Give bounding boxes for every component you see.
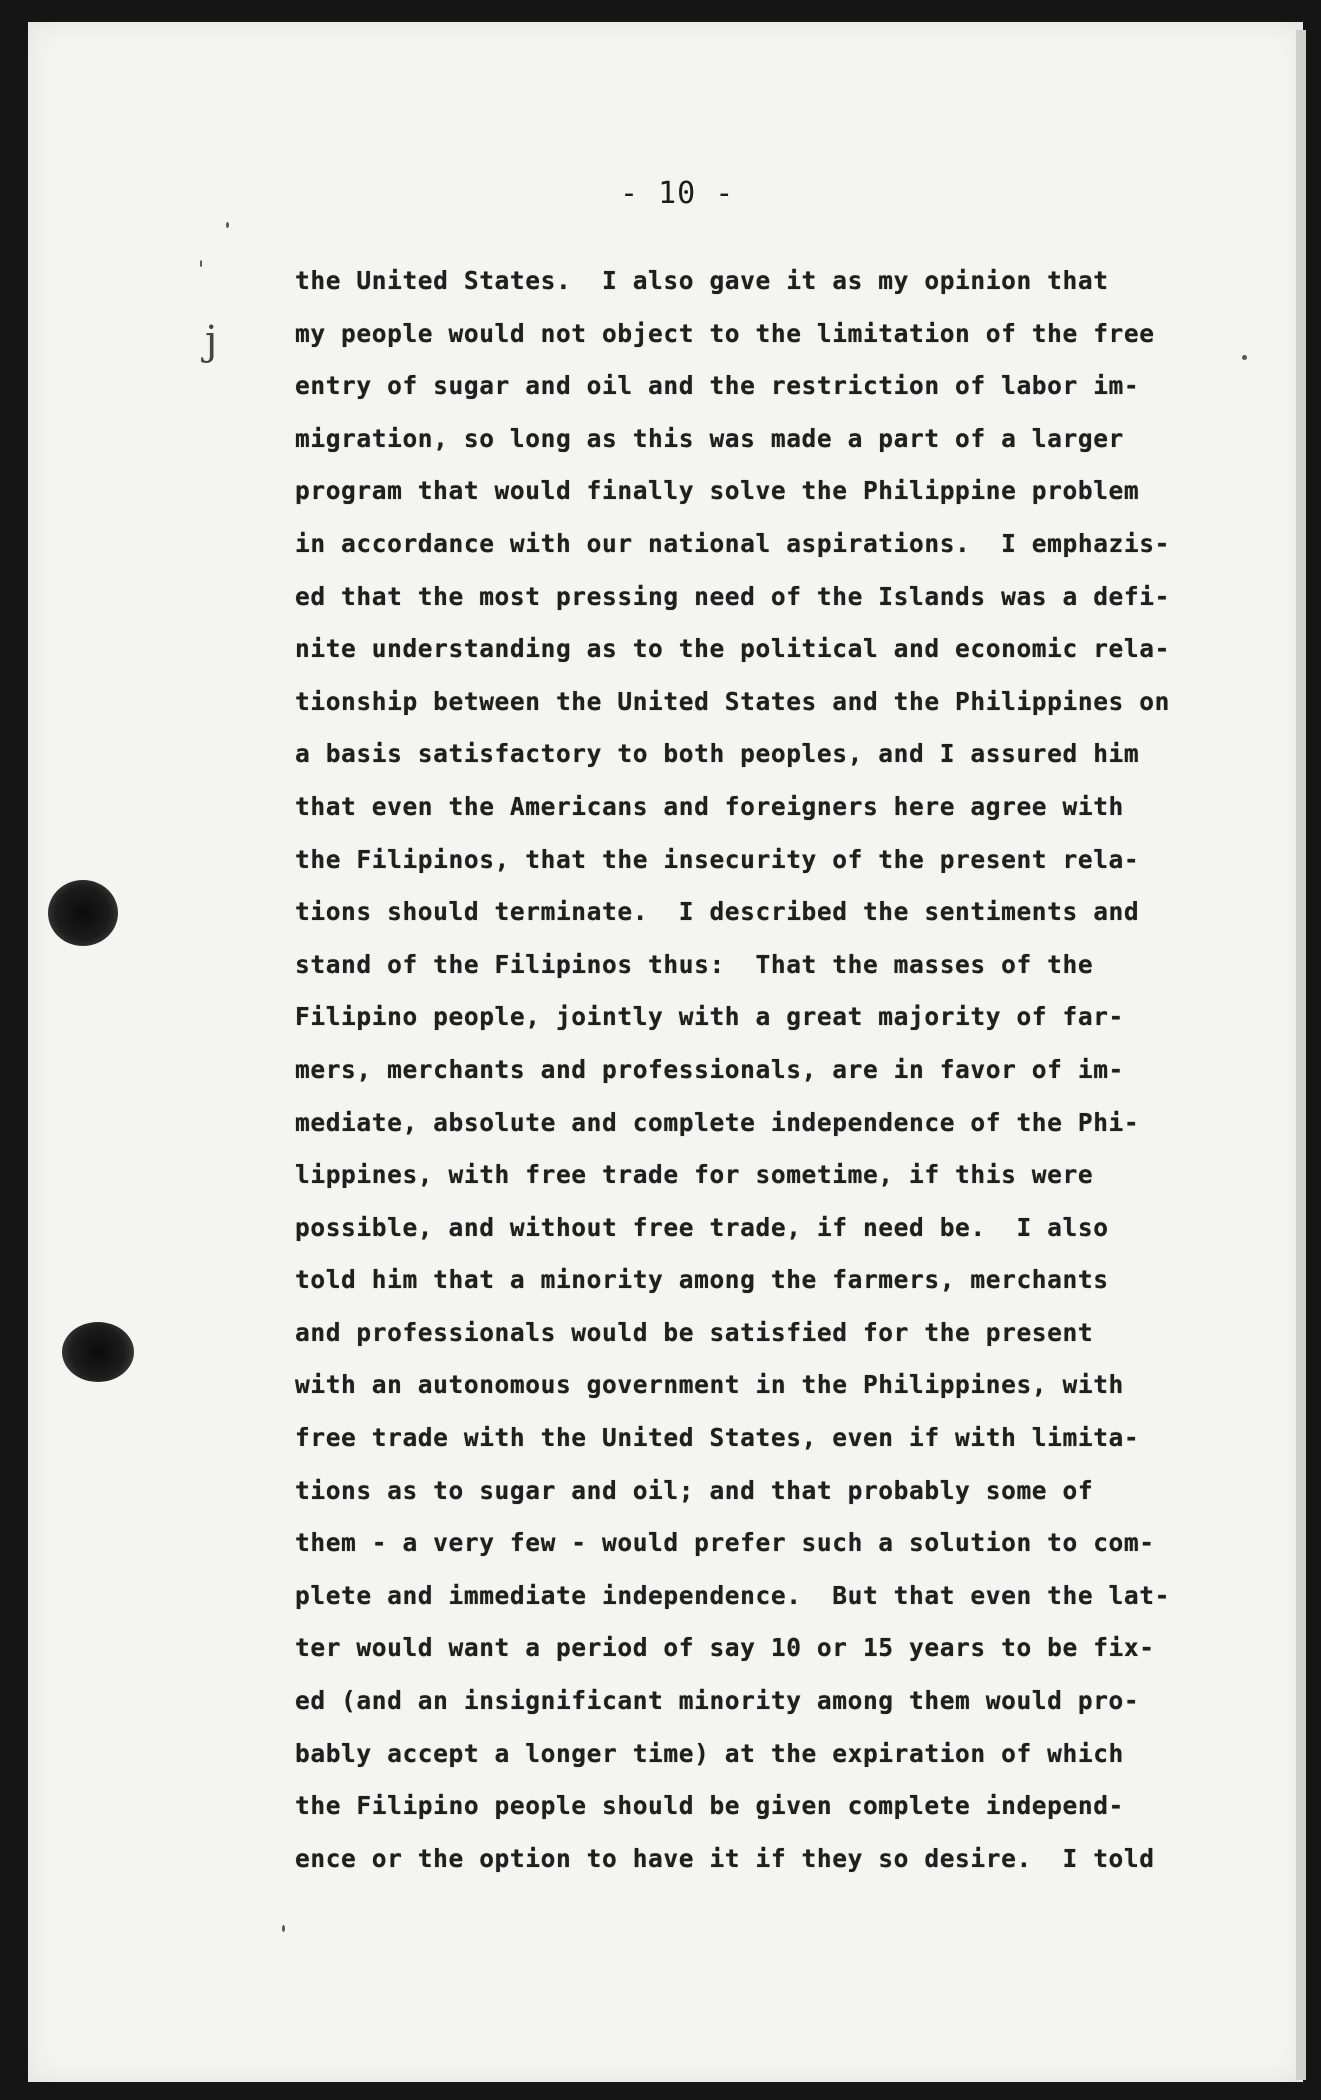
text-line: possible, and without free trade, if need be. I also (295, 1212, 1109, 1242)
text-line: ed that the most pressing need of the Islands was a defi- (295, 581, 1170, 611)
ink-speck (1242, 355, 1247, 360)
text-line: told him that a minority among the farmers, merchants (295, 1265, 1109, 1295)
text-line: a basis satisfactory to both peoples, and I assured him (295, 739, 1140, 769)
text-line: lippines, with free trade for sometime, if this were (295, 1160, 1094, 1190)
text-line: Filipino people, jointly with a great majority of far- (295, 1002, 1124, 1032)
text-line: them - a very few - would prefer such a solution to com- (295, 1528, 1155, 1558)
text-line: the Filipinos, that the insecurity of the present rela- (295, 844, 1140, 874)
text-line: nite understanding as to the political and economic rela- (295, 634, 1170, 664)
margin-tick-mark: ' (198, 258, 205, 283)
text-line: mediate, absolute and complete independence of the Phi- (295, 1107, 1140, 1137)
body-text (295, 255, 1215, 1885)
text-line: mers, merchants and professionals, are in favor of im- (295, 1054, 1124, 1084)
text-line: in accordance with our national aspirations. I emphazis- (295, 528, 1170, 558)
text-line: entry of sugar and oil and the restriction of labor im- (295, 371, 1140, 401)
text-line: stand of the Filipinos thus: That the masses of the (295, 949, 1094, 979)
text-line: tionship between the United States and the Philippines on (295, 686, 1170, 716)
text-line: free trade with the United States, even if with limita- (295, 1423, 1140, 1453)
ink-speck (282, 1925, 285, 1932)
binder-hole-top (48, 880, 118, 946)
text-line: plete and immediate independence. But that even the lat- (295, 1580, 1170, 1610)
text-line: the United States. I also gave it as my opinion that (295, 266, 1109, 295)
text-line: ter would want a period of say 10 or 15 years to be fix- (295, 1633, 1155, 1663)
text-line: migration, so long as this was made a part of a larger (295, 423, 1124, 453)
text-line: my people would not object to the limitation of the free (295, 318, 1155, 348)
text-line: with an autonomous government in the Philippines, with (295, 1370, 1124, 1400)
text-line: ed (and an insignificant minority among them would pro- (295, 1686, 1140, 1716)
text-line: the Filipino people should be given complete independ- (295, 1791, 1124, 1821)
text-line: and professionals would be satisfied for the present (295, 1317, 1094, 1347)
text-line: tions should terminate. I described the sentiments and (295, 897, 1140, 927)
margin-mark-j: j (205, 318, 218, 364)
ink-speck (226, 222, 229, 228)
page-number: - 10 - (620, 176, 735, 211)
binder-hole-bottom (62, 1322, 134, 1382)
paper-edge (1296, 30, 1306, 2080)
text-line: bably accept a longer time) at the expiration of which (295, 1738, 1124, 1768)
text-line: tions as to sugar and oil; and that probably some of (295, 1475, 1094, 1505)
text-line: that even the Americans and foreigners here agree with (295, 791, 1124, 821)
text-line: ence or the option to have it if they so desire. I told (295, 1843, 1155, 1873)
text-line: program that would finally solve the Philippine problem (295, 476, 1140, 506)
